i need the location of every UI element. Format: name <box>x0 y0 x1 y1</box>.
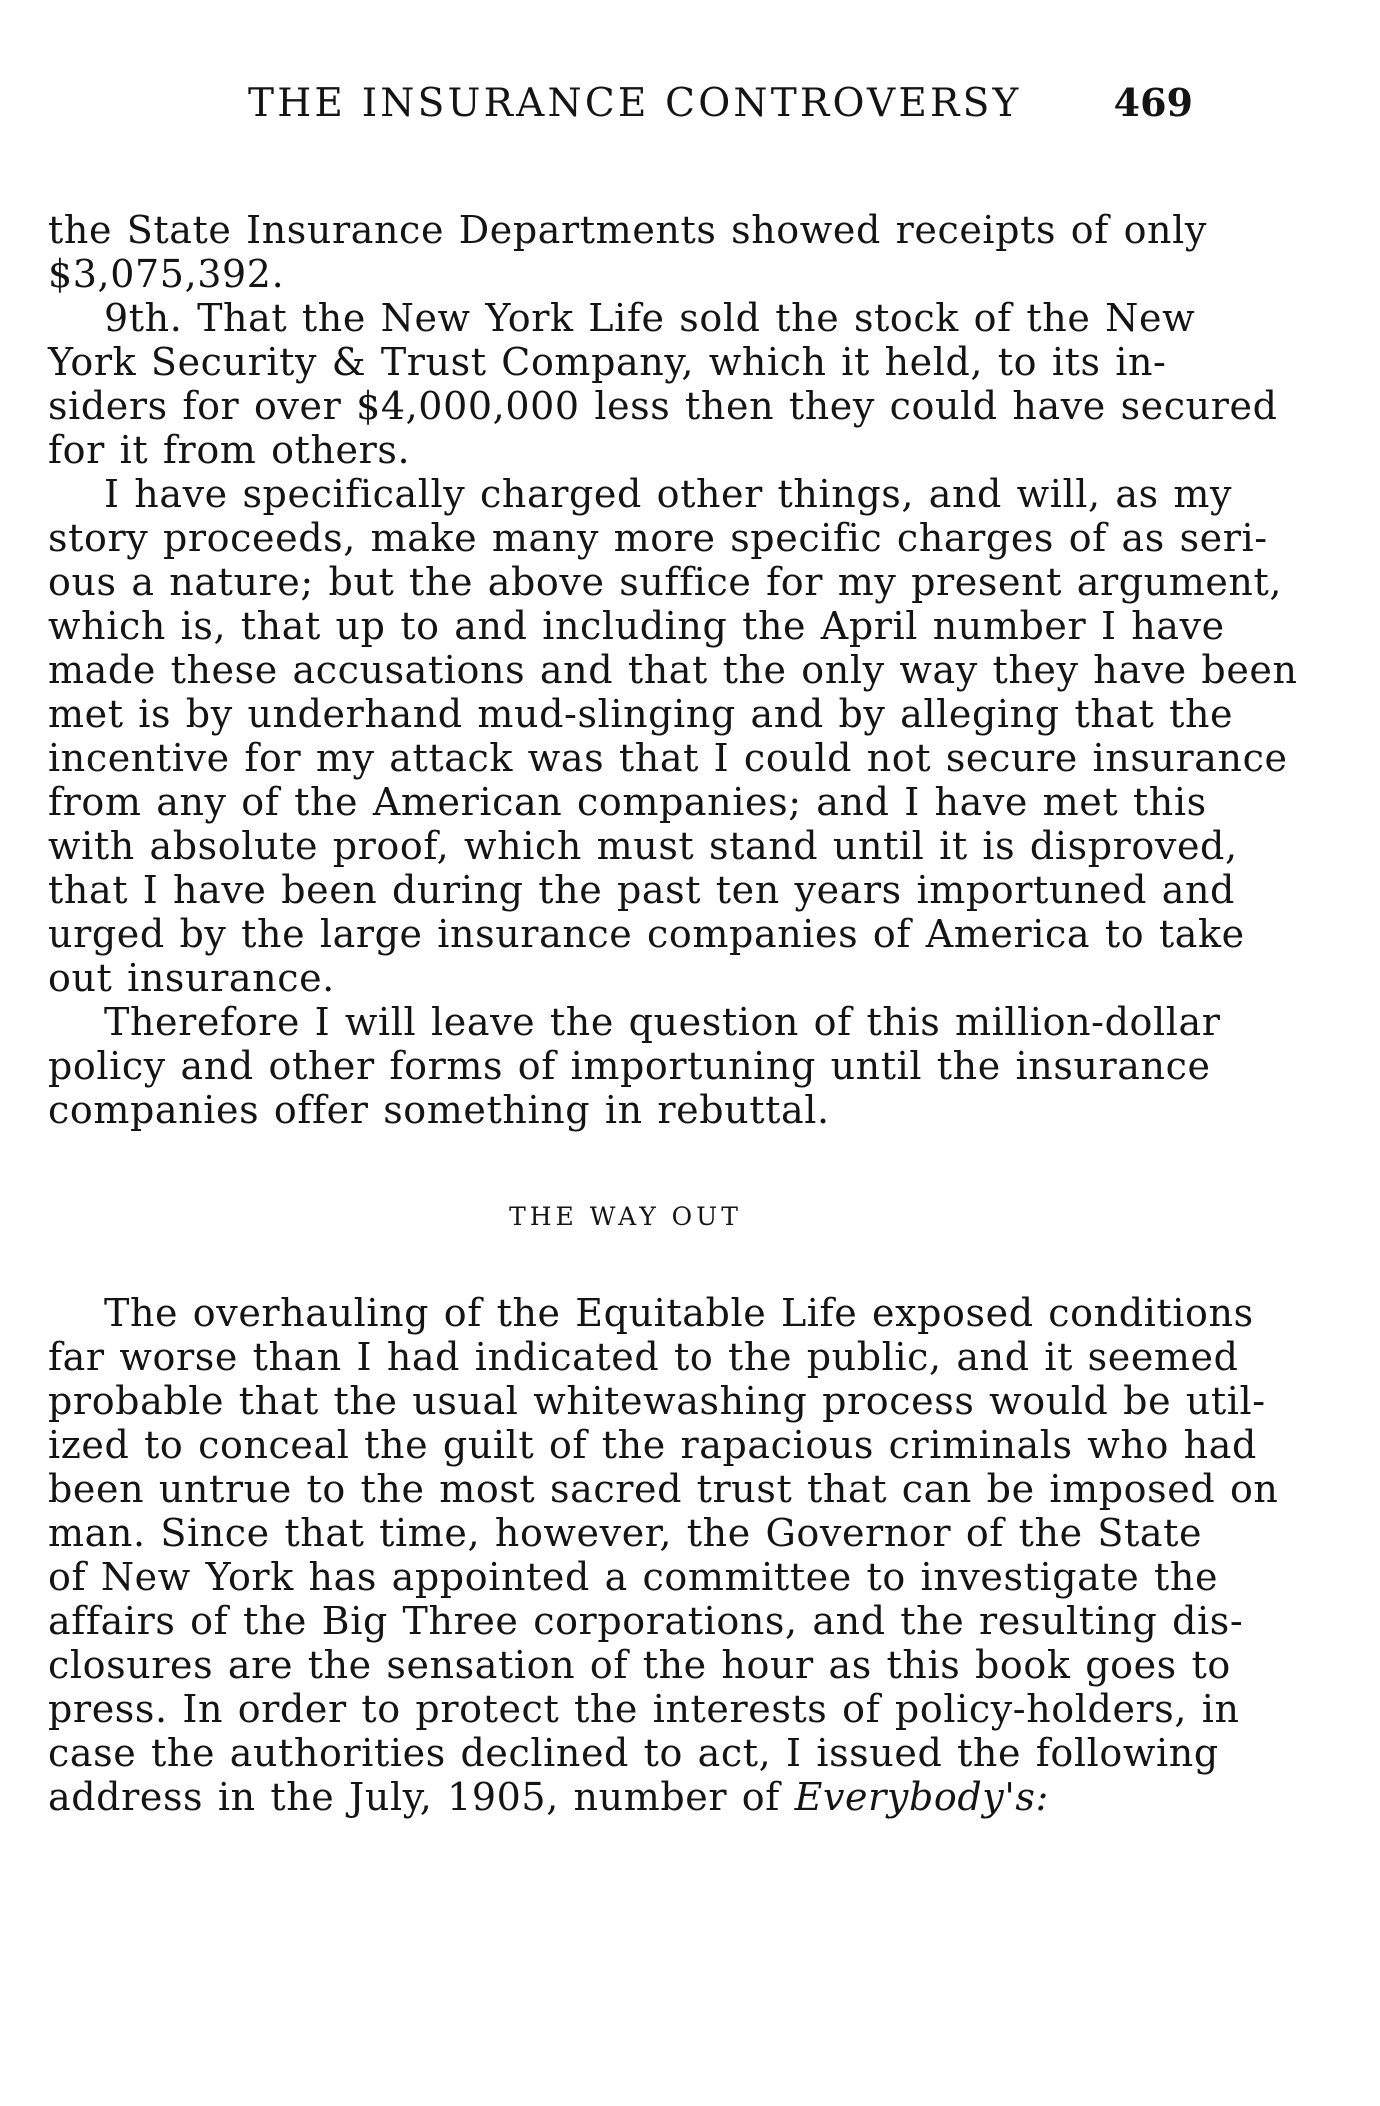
text-line: companies offer something in rebuttal. <box>48 1088 830 1132</box>
paragraph-therefore <box>48 1000 1221 1132</box>
text-line: probable that the usual whitewashing process would be util- <box>48 1379 1266 1423</box>
text-line: urged by the large insurance companies of America to take <box>48 912 1245 956</box>
page-number: 469 <box>1113 80 1193 125</box>
text-line: story proceeds, make many more specific charges of as seri- <box>48 516 1268 560</box>
text-line: met is by underhand mud-slinging and by alleging that the <box>48 692 1234 736</box>
text-line: $3,075,392. <box>48 252 285 296</box>
text-line: press. In order to protect the interests of policy-holders, in <box>48 1687 1240 1731</box>
paragraph-charges <box>48 472 1298 1000</box>
paragraph-ninth-charge <box>48 296 1278 472</box>
text-line: been untrue to the most sacred trust that can be imposed on <box>48 1467 1279 1511</box>
text-line: siders for over $4,000,000 less then they could have secured <box>48 384 1278 428</box>
section-heading: THE WAY OUT <box>509 1202 742 1231</box>
text-line: 9th. That the New York Life sold the stock of the New <box>104 296 1196 340</box>
text-line: incentive for my attack was that I could not secure insurance <box>48 736 1288 780</box>
running-title: THE INSURANCE CONTROVERSY <box>248 81 1022 126</box>
text-line: that I have been during the past ten years importuned and <box>48 868 1235 912</box>
text-line: The overhauling of the Equitable Life exposed conditions <box>104 1291 1254 1335</box>
text-line: man. Since that time, however, the Governor of the State <box>48 1511 1203 1555</box>
text-line: affairs of the Big Three corporations, and the resulting dis- <box>48 1599 1244 1643</box>
text-line: which is, that up to and including the April number I have <box>48 604 1225 648</box>
text-line: Therefore I will leave the question of this million-dollar <box>104 1000 1221 1044</box>
text-line: with absolute proof, which must stand until it is disproved, <box>48 824 1238 868</box>
text-line-final <box>48 1775 1203 1819</box>
paragraph-receipts <box>48 208 1207 296</box>
text-line: York Security & Trust Company, which it held, to its in- <box>48 340 1167 384</box>
text-line: made these accusations and that the only way they have been <box>48 648 1298 692</box>
running-header <box>48 80 1203 154</box>
text-line-prefix: address in the July, 1905, number of <box>48 1775 795 1819</box>
text-line: of New York has appointed a committee to investigate the <box>48 1555 1219 1599</box>
text-line: closures are the sensation of the hour as this book goes to <box>48 1643 1231 1687</box>
text-line: ized to conceal the guilt of the rapacious criminals who had <box>48 1423 1257 1467</box>
paragraph-way-out <box>48 1291 1279 1819</box>
text-line: from any of the American companies; and I have met this <box>48 780 1207 824</box>
magazine-title: Everybody's: <box>794 1775 1049 1819</box>
text-line: case the authorities declined to act, I issued the following <box>48 1731 1219 1775</box>
text-line: for it from others. <box>48 428 411 472</box>
book-page <box>48 80 1298 1819</box>
text-line: ous a nature; but the above suffice for my present argument, <box>48 560 1283 604</box>
text-line: out insurance. <box>48 956 335 1000</box>
text-line: the State Insurance Departments showed receipts of only <box>48 208 1207 252</box>
text-line: I have specifically charged other things, and will, as my <box>104 472 1233 516</box>
text-line: far worse than I had indicated to the public, and it seemed <box>48 1335 1239 1379</box>
text-line: policy and other forms of importuning until the insurance <box>48 1044 1211 1088</box>
